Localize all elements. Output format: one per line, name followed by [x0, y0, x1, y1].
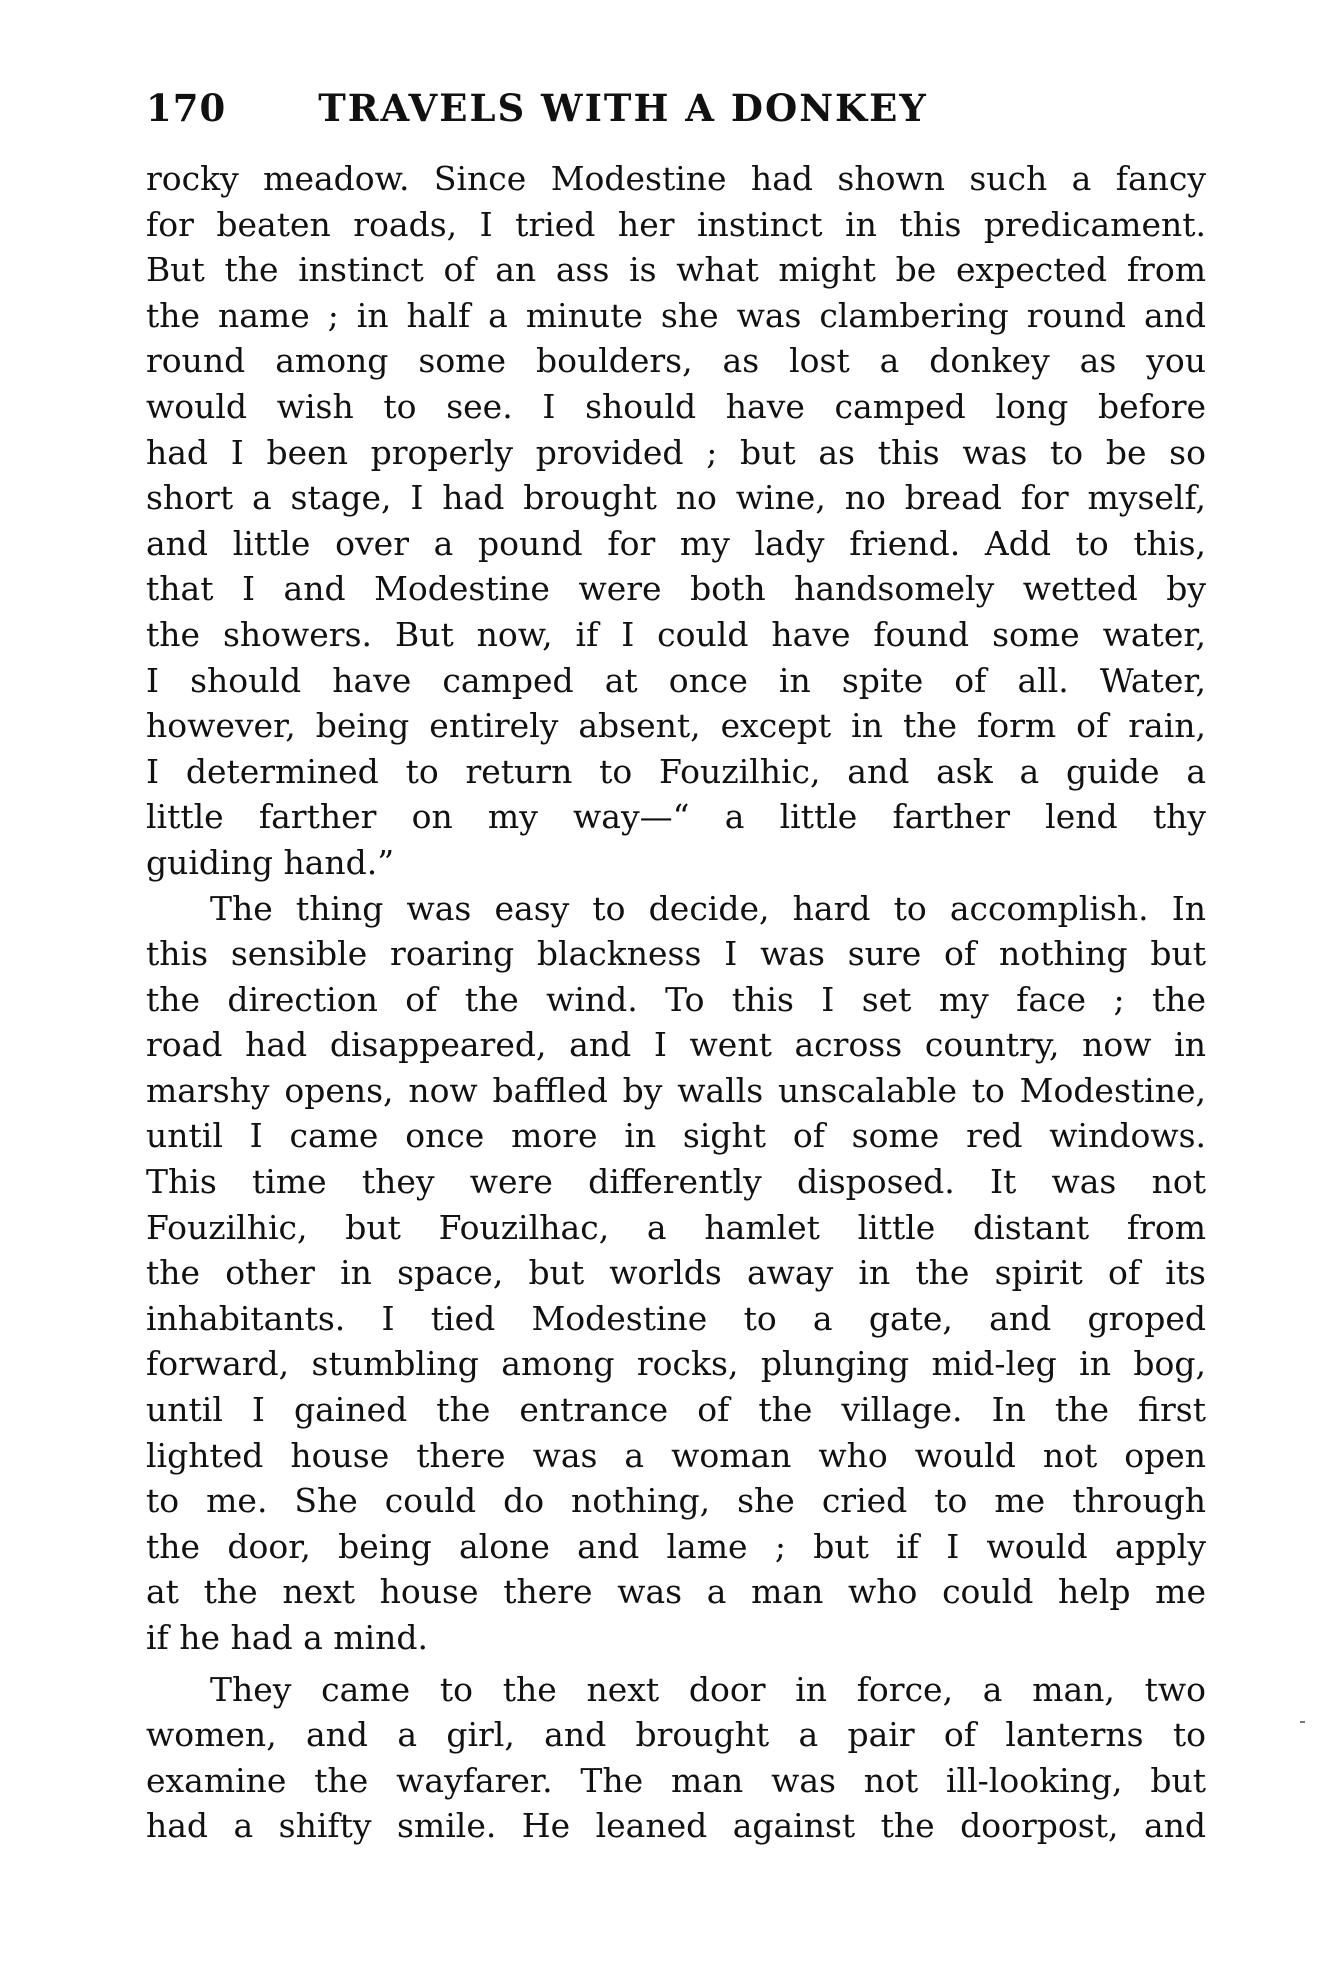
page-number: 170 [146, 86, 227, 130]
text-line: guiding hand.” [146, 842, 395, 882]
paragraph [146, 886, 1206, 1661]
text-line: the showers. But now, if I could have found some water, [146, 614, 1206, 654]
text-line: women, and a girl, and brought a pair of lanterns to [146, 1715, 1206, 1755]
text-line: I should have camped at once in spite of all. Water, [146, 660, 1206, 700]
text-line: inhabitants. I tied Modestine to a gate, and groped [146, 1298, 1206, 1338]
text-line: that I and Modestine were both handsomely wetted by [146, 569, 1206, 609]
scan-speck [1300, 1721, 1305, 1723]
paragraph [146, 156, 1206, 886]
text-line: had a shifty smile. He leaned against the doorpost, and [146, 1806, 1206, 1846]
text-line: The thing was easy to decide, hard to accomplish. In [210, 888, 1206, 928]
text-line: But the instinct of an ass is what might be expected from [146, 250, 1206, 290]
text-line: had I been properly provided ; but as this was to be so [146, 432, 1206, 472]
running-title: TRAVELS WITH A DONKEY [318, 86, 928, 130]
text-line: examine the wayfarer. The man was not ill-looking, but [146, 1760, 1206, 1800]
text-line: short a stage, I had brought no wine, no bread for myself, [146, 478, 1206, 518]
text-line: until I came once more in sight of some red windows. [146, 1116, 1206, 1156]
text-line: forward, stumbling among rocks, plunging mid-leg in bog, [146, 1344, 1206, 1384]
text-line: marshy opens, now baffled by walls unscalable to Modestine, [146, 1070, 1206, 1110]
body-text [146, 156, 1206, 1849]
text-line: lighted house there was a woman who would not open [146, 1435, 1206, 1475]
text-line: rocky meadow. Since Modestine had shown such a fancy [146, 159, 1206, 198]
page-header [146, 86, 1206, 146]
text-line: at the next house there was a man who could help me [146, 1572, 1206, 1612]
text-line: however, being entirely absent, except in the form of rain, [146, 706, 1206, 746]
text-line: to me. She could do nothing, she cried to me through [146, 1481, 1206, 1521]
text-line: the door, being alone and lame ; but if I would apply [146, 1526, 1206, 1566]
text-line: I determined to return to Fouzilhic, and ask a guide a [146, 751, 1206, 791]
text-line: this sensible roaring blackness I was sure of nothing but [146, 934, 1206, 974]
text-line: road had disappeared, and I went across country, now in [146, 1025, 1206, 1065]
text-line: the other in space, but worlds away in the spirit of its [146, 1253, 1206, 1293]
text-line: Fouzilhic, but Fouzilhac, a hamlet little distant from [146, 1207, 1206, 1247]
text-line: They came to the next door in force, a man, two [210, 1669, 1206, 1709]
text-line: until I gained the entrance of the village. In the first [146, 1390, 1206, 1430]
text-line: and little over a pound for my lady friend. Add to this, [146, 523, 1206, 563]
text-line: the name ; in half a minute she was clambering round and [146, 295, 1206, 335]
text-line: little farther on my way—“ a little farther lend thy [146, 797, 1206, 837]
text-line: the direction of the wind. To this I set my face ; the [146, 979, 1206, 1019]
paragraph [146, 1667, 1206, 1849]
text-line: for beaten roads, I tried her instinct in this predicament. [146, 204, 1206, 244]
text-line: would wish to see. I should have camped long before [146, 386, 1206, 426]
text-line: round among some boulders, as lost a donkey as you [146, 341, 1206, 381]
text-line: This time they were differently disposed. It was not [146, 1162, 1206, 1202]
text-line: if he had a mind. [146, 1618, 428, 1657]
